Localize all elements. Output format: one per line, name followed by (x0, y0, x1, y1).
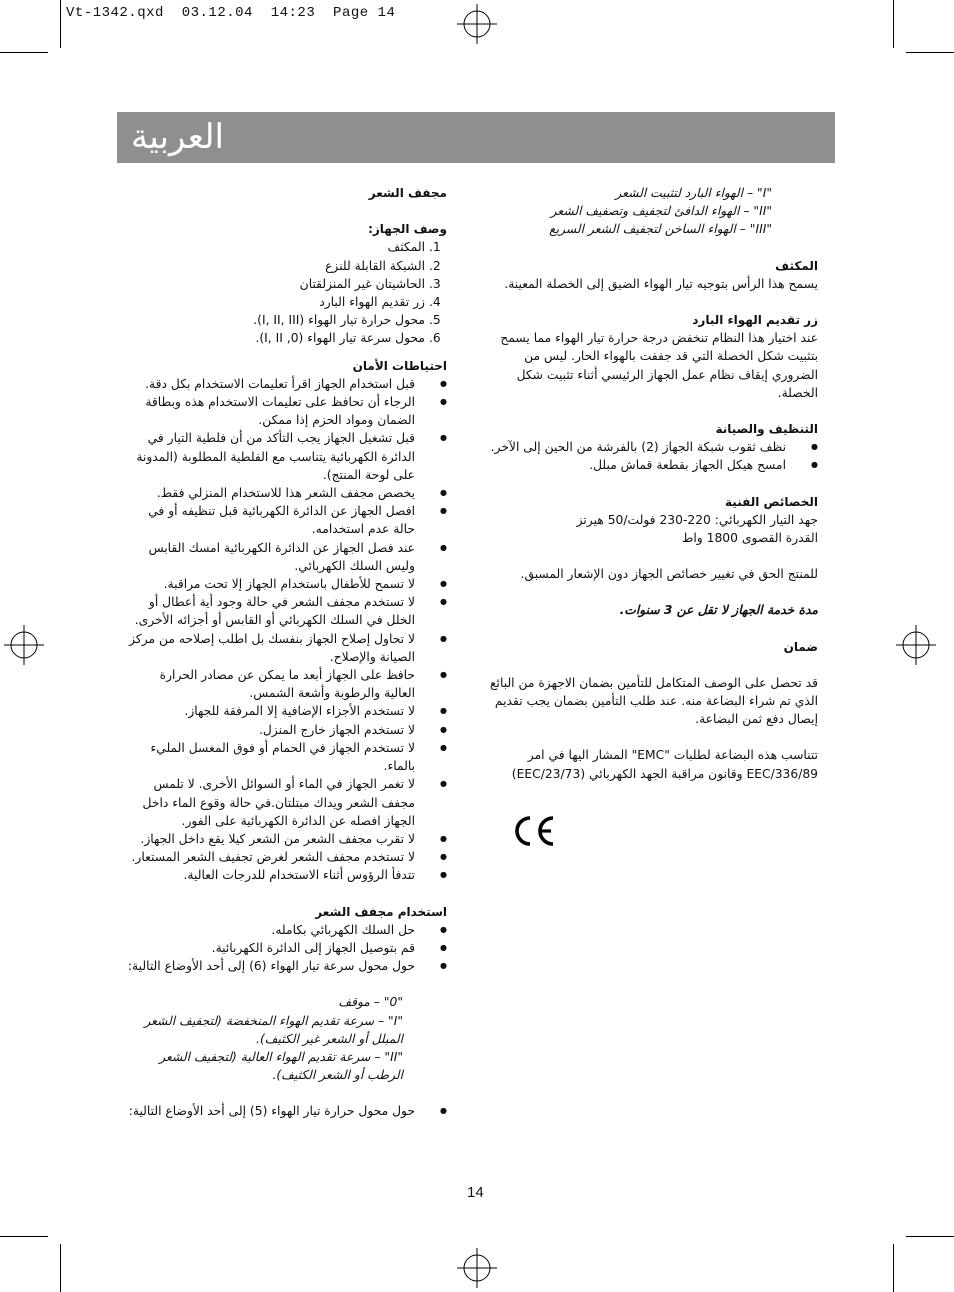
warranty-heading: ضمان (783, 639, 818, 654)
cool-shot-heading: زر تقديم الهواء البارد (692, 313, 818, 328)
right-column (125, 184, 447, 1121)
concentrator-text: يسمح هذا الرأس بتوجيه تيار الهواء الضيق إلى الخصلة المعينة. (504, 276, 818, 291)
list-item: ● حول محول سرعة تيار الهواء (6) إلى أحد الأوضاع التالية: (125, 957, 415, 975)
list-item: ● حافظ على الجهاز أبعد ما يمكن عن مصادر الحرارة العالية والرطوبة وأشعة الشمس. (125, 666, 415, 702)
temp-instruction-list (125, 1102, 447, 1120)
concentrator-heading: المكثف (775, 258, 818, 273)
list-item: ● لا تحاول إصلاح الجهاز بنفسك بل اطلب إصلاحه من مركز الصيانة والإصلاح. (125, 630, 415, 666)
usage-list (125, 921, 447, 976)
section-title: مجفف الشعر (368, 186, 447, 200)
page-number: 14 (467, 1184, 484, 1201)
speed-modes (125, 993, 447, 1084)
left-column (490, 184, 818, 783)
list-item: 2. الشبكة القابلة للنزع (325, 258, 441, 273)
list-item: ● لا تستخدم الجهاز خارج المنزل. (125, 721, 415, 739)
list-item: ● افصل الجهاز عن الدائرة الكهربائية قبل تنظيفه أو في حالة عدم استخدامه. (125, 502, 415, 538)
list-item: ● لا تستخدم الأجزاء الإضافية إلا المرفقة للجهاز. (125, 702, 415, 720)
crop-mark (0, 1236, 48, 1237)
list-item: ● يخصص مجفف الشعر هذا للاستخدام المنزلي فقط. (125, 484, 415, 502)
service-life: مدة خدمة الجهاز لا تقل عن 3 سنوات. (619, 603, 818, 618)
list-item: ● نظف ثقوب شبكة الجهاز (2) بالفرشة من الحين إلى الآخر. (490, 438, 786, 456)
crop-mark (60, 1244, 61, 1292)
list-item: ● امسح هيكل الجهاز بقطعة قماش مبلل. (490, 456, 786, 474)
list-item: ● لا تستخدم مجفف الشعر لغرض تجفيف الشعر المستعار. (125, 848, 415, 866)
list-item: ● لا تسمح للأطفال باستخدام الجهاز إلا تحت مراقبة. (125, 575, 415, 593)
mode-line: "I" – الهواء البارد لتثبيت الشعر (615, 186, 772, 200)
list-item: ● حول محول حرارة تيار الهواء (5) إلى أحد الأوضاع التالية: (125, 1102, 415, 1120)
safety-heading: احتياطات الأمان (352, 358, 447, 373)
safety-list (125, 375, 447, 885)
crop-mark (0, 52, 48, 53)
cleaning-heading: التنظيف والصيانة (715, 422, 818, 437)
mode-line: "III" – الهواء الساخن لتجفيف الشعر السريع (549, 222, 772, 237)
spec-voltage: جهد التيار الكهربائي: 220-230 فولت/50 هيرتز (576, 512, 818, 527)
list-item: ● قبل تشغيل الجهاز يجب التأكد من أن فلطية التيار في الدائرة الكهربائية يتناسب مع الفلطية المطلوبة (المدونة على لوحة المنتج). (125, 429, 415, 484)
list-item: ● تتدفأ الرؤوس أثناء الاستخدام للدرجات العالية. (125, 866, 415, 884)
list-item: ● الرجاء أن تحافظ على تعليمات الاستخدام هذه وبطاقة الضمان ومواد الحزم إذا ممكن. (125, 393, 415, 429)
list-item: ● قم بتوصيل الجهاز إلى الدائرة الكهربائية. (125, 939, 415, 957)
compliance-text: تتناسب هذه البضاعة لطلبات "EMC" المشار اليها في امر EEC/336/89 وقانون مراقبة الجهد الكهربائي (EEC/23/73) (511, 748, 818, 781)
list-item: ● لا تقرب مجفف الشعر من الشعر كيلا يقع داخل الجهاز. (125, 830, 415, 848)
list-item: ● لا تستخدم الجهاز في الحمام أو فوق المغسل المليء بالماء. (125, 739, 415, 775)
registration-mark-icon (4, 625, 44, 665)
registration-mark-icon (896, 625, 936, 665)
crop-mark (893, 1244, 894, 1292)
rights-text: للمنتج الحق في تغيير خصائص الجهاز دون الإشعار المسبق. (520, 567, 818, 582)
mode-line: "I" – سرعة تقديم الهواء المنخفضة (لتجفيف الشعر المبلل أو الشعر غير الكثيف). (144, 1013, 403, 1046)
specs-heading: الخصائص الفنية (725, 494, 818, 509)
list-item: 5. محول حرارة تيار الهواء (I, II, III). (253, 313, 441, 328)
list-item: ● قبل استخدام الجهاز اقرأ تعليمات الاستخدام بكل دقة. (125, 375, 415, 393)
registration-mark-icon (457, 1248, 497, 1288)
list-item: 1. المكثف (387, 240, 441, 255)
mode-line: "II" – الهواء الدافئ لتجفيف وتصفيف الشعر (550, 204, 772, 219)
print-slug: Vt-1342.qxd 03.12.04 14:23 Page 14 (66, 5, 396, 21)
list-item: ● لا تستخدم مجفف الشعر في حالة وجود أية أعطال أو الخلل في السلك الكهربائي أو القابس أو أجزائه الأخرى. (125, 593, 415, 629)
crop-mark (906, 1236, 954, 1237)
list-item: 6. محول سرعة تيار الهواء (0, I, II). (255, 331, 441, 346)
ce-mark-icon (513, 812, 557, 850)
list-item: 3. الحاشيتان غير المنزلقتان (299, 276, 441, 291)
description-heading: وصف الجهاز: (368, 222, 447, 237)
cool-shot-text: عند اختيار هذا النظام تنخفض درجة حرارة تيار الهواء مما يسمح بتثبيت شكل الخصلة التي قد جففت بالهواء الحار. ليس من الضروري إيقاف نظام عمل الجهاز الرئيسي أثناء تثبيت شكل الخصلة. (500, 331, 818, 400)
crop-mark (893, 0, 894, 48)
cleaning-list (490, 438, 818, 474)
parts-list (125, 238, 447, 347)
list-item: 4. زر تقديم الهواء البارد (319, 295, 441, 310)
language-banner (117, 112, 835, 163)
mode-line: "II" – سرعة تقديم الهواء العالية (لتجفيف الشعر الرطب أو الشعر الكثيف). (159, 1049, 403, 1083)
list-item: ● حل السلك الكهربائي بكامله. (125, 921, 415, 939)
temp-modes (490, 184, 818, 239)
registration-mark-icon (457, 4, 497, 44)
usage-heading: استخدام مجفف الشعر (315, 904, 447, 919)
list-item: ● عند فصل الجهاز عن الدائرة الكهربائية امسك القابس وليس السلك الكهربائي. (125, 539, 415, 575)
spec-power: القدرة القصوى 1800 واط (682, 531, 818, 546)
mode-line: "0" – موقف (338, 995, 403, 1010)
crop-mark (60, 0, 61, 48)
list-item: ● لا تغمر الجهاز في الماء أو السوائل الأخرى. لا تلمس مجفف الشعر ويداك مبتلتان.في حالة وقوع الماء داخل الجهاز افصله عن الدائرة الكهربائية على الفور. (125, 775, 415, 830)
banner-title: العربية (131, 117, 224, 157)
warranty-text: قد تحصل على الوصف المتكامل للتأمين بضمان الاجهزة من البائع الذي تم شراء البضاعة منه. عند طلب التأمين بضمان يجب تقديم إيصال دفع ثمن البضاعة. (490, 675, 818, 727)
crop-mark (906, 52, 954, 53)
